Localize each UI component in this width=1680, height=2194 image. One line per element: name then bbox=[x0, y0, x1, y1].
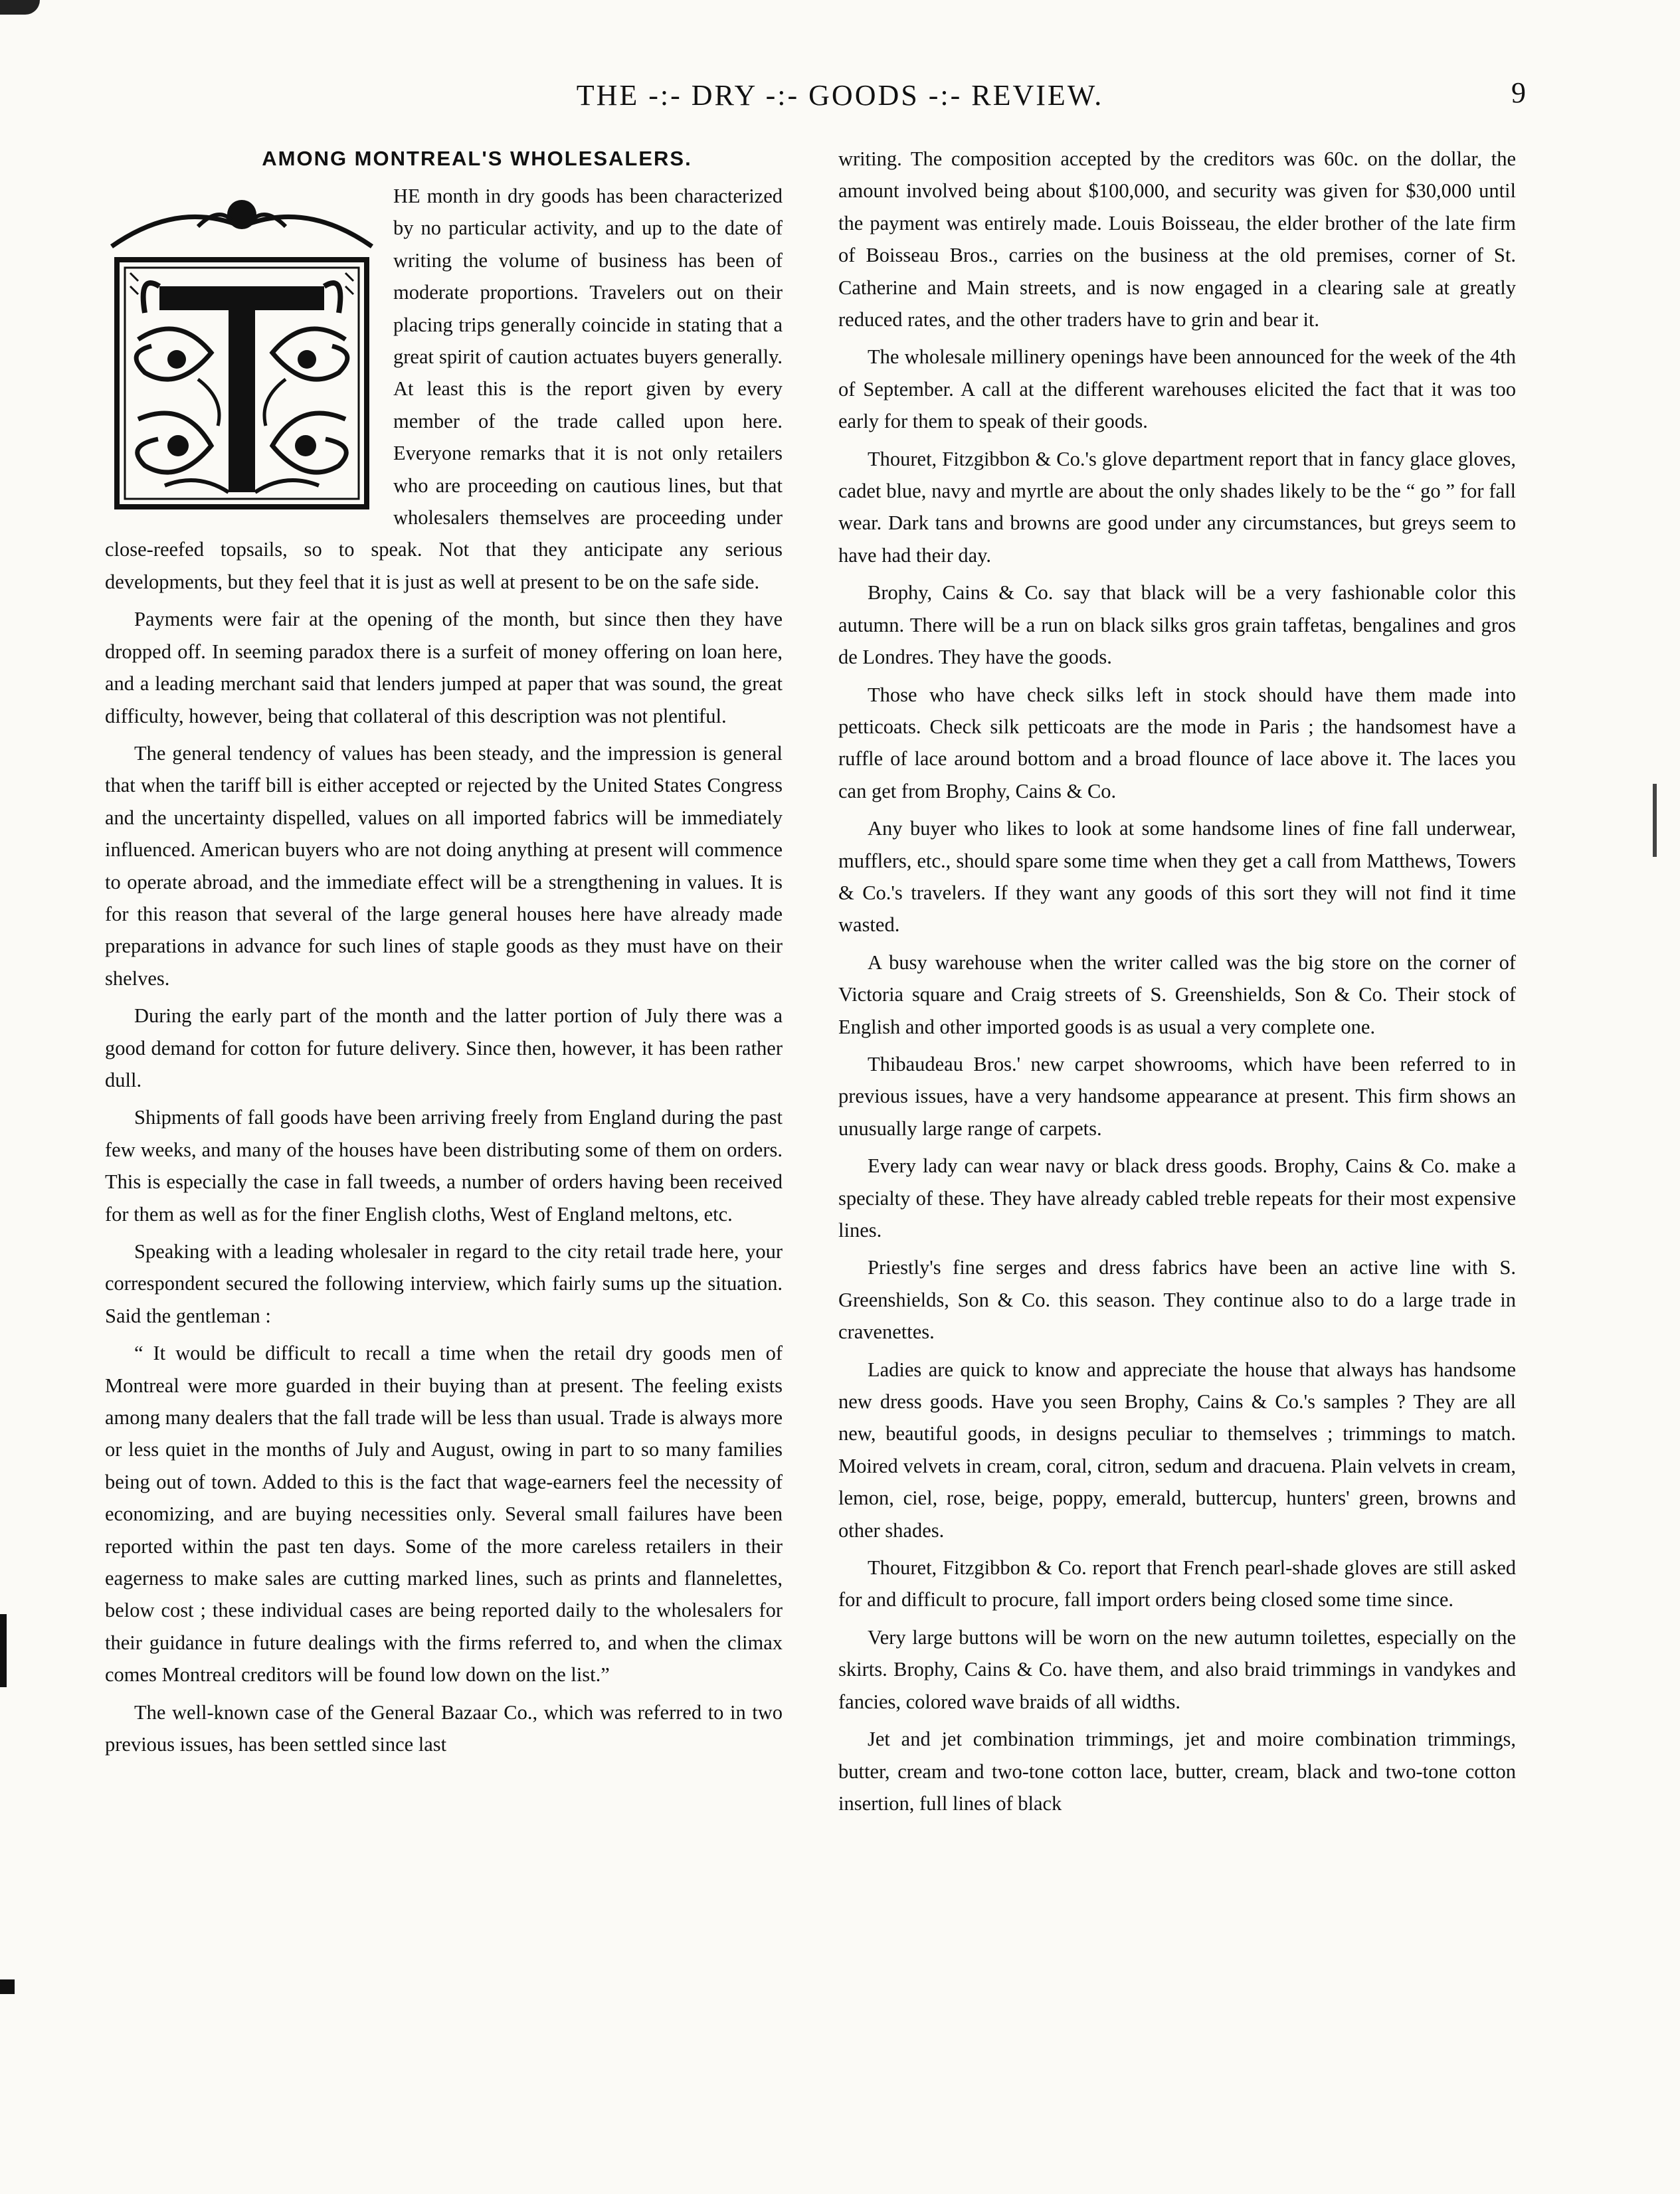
paragraph: Priestly's fine serges and dress fabrics have been an active line with S. Greenshields, Son & Co. this season. They continue also to do a large trade in cravenettes. bbox=[838, 1256, 1516, 1344]
paragraph: HE month in dry goods has been characterized by no particular activity, and up to the date of writing the volume of business has been of moderate proportions. Travelers out on their placing trips generally coincide in stating that a great spirit of caution actuates buyers generally. At least this is the report given by every member of the trade called upon here. Everyone remarks that it is not only retailers who are proceeding on cautious lines, but that wholesalers themselves are proceeding under close-reefed topsails, so to speak. Not that they anticipate any serious developments, but they feel that it is just as well at present to be on the safe side. bbox=[105, 185, 783, 593]
ornamental-letter-illustration bbox=[98, 180, 385, 520]
paragraph: Thouret, Fitzgibbon & Co. report that French pearl-shade gloves are still asked for and difficult to procure, fall import orders being closed some time since. bbox=[838, 1556, 1516, 1611]
paragraph: The well-known case of the General Bazaar Co., which was referred to in two previous issues, has been settled since last bbox=[105, 1700, 783, 1756]
scan-mark-left-edge-1 bbox=[0, 1614, 7, 1687]
running-title: THE -:- DRY -:- GOODS -:- REVIEW. bbox=[576, 79, 1104, 112]
right-column bbox=[838, 143, 1516, 1825]
paragraph: writing. The composition accepted by the creditors was 60c. on the dollar, the amount involved being about $100,000, and security was given for $30,000 until the payment was entirely made. Louis Boisseau, the elder brother of the late firm of Boisseau Bros., carries on the business at the old premises, corner of St. Catherine and Main streets, and is now engaged in a clearing sale at greatly reduced rates, and the other traders have to grin and bear it. bbox=[838, 147, 1516, 331]
running-header bbox=[0, 78, 1680, 132]
paragraph: Those who have check silks left in stock should have them made into petticoats. Check silk petticoats are the mode in Paris ; the handsomest have a ruffle of lace around bottom and a broad flounce of lace above it. The laces you can get from Brophy, Cains & Co. bbox=[838, 683, 1516, 802]
scan-mark-right-edge bbox=[1653, 784, 1657, 857]
paragraph: A busy warehouse when the writer called was the big store on the corner of Victoria square and Craig streets of S. Greenshields, Son & Co. Their stock of English and other imported goods is as usual a very complete one. bbox=[838, 951, 1516, 1038]
paragraph: Shipments of fall goods have been arriving freely from England during the past few weeks, and many of the houses have been distributing some of them on orders. This is especially the case in fall tweeds, a number of orders having been received for them as well as for the finer English cloths, West of England meltons, etc. bbox=[105, 1106, 783, 1226]
paragraph: “ It would be difficult to recall a time when the retail dry goods men of Montreal were more guarded in their buying than at present. The feeling exists among many dealers that the fall trade will be less than usual. Trade is always more or less quiet in the months of July and August, owing in part to so many families being out of town. Added to this is the fact that wage-earners feel the necessity of economizing, and are buying necessities only. Several small failures have been reported within the past ten days. Some of the more careless retailers in their eagerness to make sales are cutting marked lines, such as prints and flannelettes, below cost ; these individual cases are being reported daily to the wholesalers for their guidance in future dealings with the firms referred to, and when the climax comes Montreal creditors will be found low down on the list.” bbox=[105, 1342, 783, 1687]
paragraph: Very large buttons will be worn on the new autumn toilettes, especially on the skirts. Brophy, Cains & Co. have them, and also braid trimmings in vandykes and fancies, colored wave braids of all widths. bbox=[838, 1625, 1516, 1713]
left-column bbox=[105, 143, 783, 1766]
paragraph: Payments were fair at the opening of the month, but since then they have dropped off. In seeming paradox there is a surfeit of money offering on loan here, and a leading merchant said that lenders jumped at paper that was sound, the great difficulty, however, being that collateral of this description was not plentiful. bbox=[105, 608, 783, 727]
paragraph: The general tendency of values has been steady, and the impression is general that when the tariff bill is either accepted or rejected by the United States Congress and the uncertainty dispelled, values on all imported fabrics will be immediately influenced. American buyers who are not doing anything at present will commence to operate abroad, and the immediate effect will be a strengthening in values. It is for this reason that several of the large general houses here have already made preparations in advance for such lines of staple goods as they must have on their shelves. bbox=[105, 741, 783, 990]
paragraph: Any buyer who likes to look at some handsome lines of fine fall underwear, mufflers, etc., should spare some time when they get a call from Matthews, Towers & Co.'s travelers. If they want any goods of this sort they will not find it time wasted. bbox=[838, 817, 1516, 937]
ornamental-drop-cap bbox=[98, 180, 385, 520]
paragraph: Jet and jet combination trimmings, jet and moire combination trimmings, butter, cream and two-tone cotton lace, butter, cream, black and two-tone cotton insertion, full lines of black bbox=[838, 1728, 1516, 1815]
paragraph: Thouret, Fitzgibbon & Co.'s glove department report that in fancy glace gloves, cadet blue, navy and myrtle are about the only shades likely to be the “ go ” for fall wear. Dark tans and browns are good under any circumstances, but greys seem to have had their day. bbox=[838, 447, 1516, 567]
scan-mark-left-edge-2 bbox=[0, 1979, 15, 1994]
paragraph: Brophy, Cains & Co. say that black will be a very fashionable color this autumn. There will be a run on black silks gros grain taffetas, bengalines and gros de Londres. They have the goods. bbox=[838, 581, 1516, 669]
article-headline: AMONG MONTREAL'S WHOLESALERS. bbox=[262, 147, 692, 170]
paragraph: Thibaudeau Bros.' new carpet showrooms, which have been referred to in previous issues, have a very handsome appearance at present. This firm shows an unusually large range of carpets. bbox=[838, 1052, 1516, 1140]
paragraph: During the early part of the month and the latter portion of July there was a good demand for cotton for future delivery. Since then, however, it has been rather dull. bbox=[105, 1004, 783, 1091]
paragraph: Speaking with a leading wholesaler in regard to the city retail trade here, your correspondent secured the following interview, which fairly sums up the situation. Said the gentleman : bbox=[105, 1240, 783, 1327]
paragraph: Ladies are quick to know and appreciate the house that always has handsome new dress goods. Have you seen Brophy, Cains & Co.'s samples ? They are all new, beautiful goods, in designs peculiar to themselves ; trimmings to match. Moired velvets in cream, coral, citron, sedum and dracuena. Plain velvets in cream, lemon, ciel, rose, beige, poppy, emerald, buttercup, hunters' green, browns and other shades. bbox=[838, 1358, 1516, 1542]
page-number: 9 bbox=[1511, 76, 1526, 109]
paragraph: Every lady can wear navy or black dress goods. Brophy, Cains & Co. make a specialty of these. They have already cabled treble repeats for their most expensive lines. bbox=[838, 1154, 1516, 1241]
paragraph: The wholesale millinery openings have been announced for the week of the 4th of September. A call at the different warehouses elicited the fact that it was too early for them to speak of their goods. bbox=[838, 345, 1516, 433]
scan-speckle-top-left bbox=[0, 0, 40, 15]
